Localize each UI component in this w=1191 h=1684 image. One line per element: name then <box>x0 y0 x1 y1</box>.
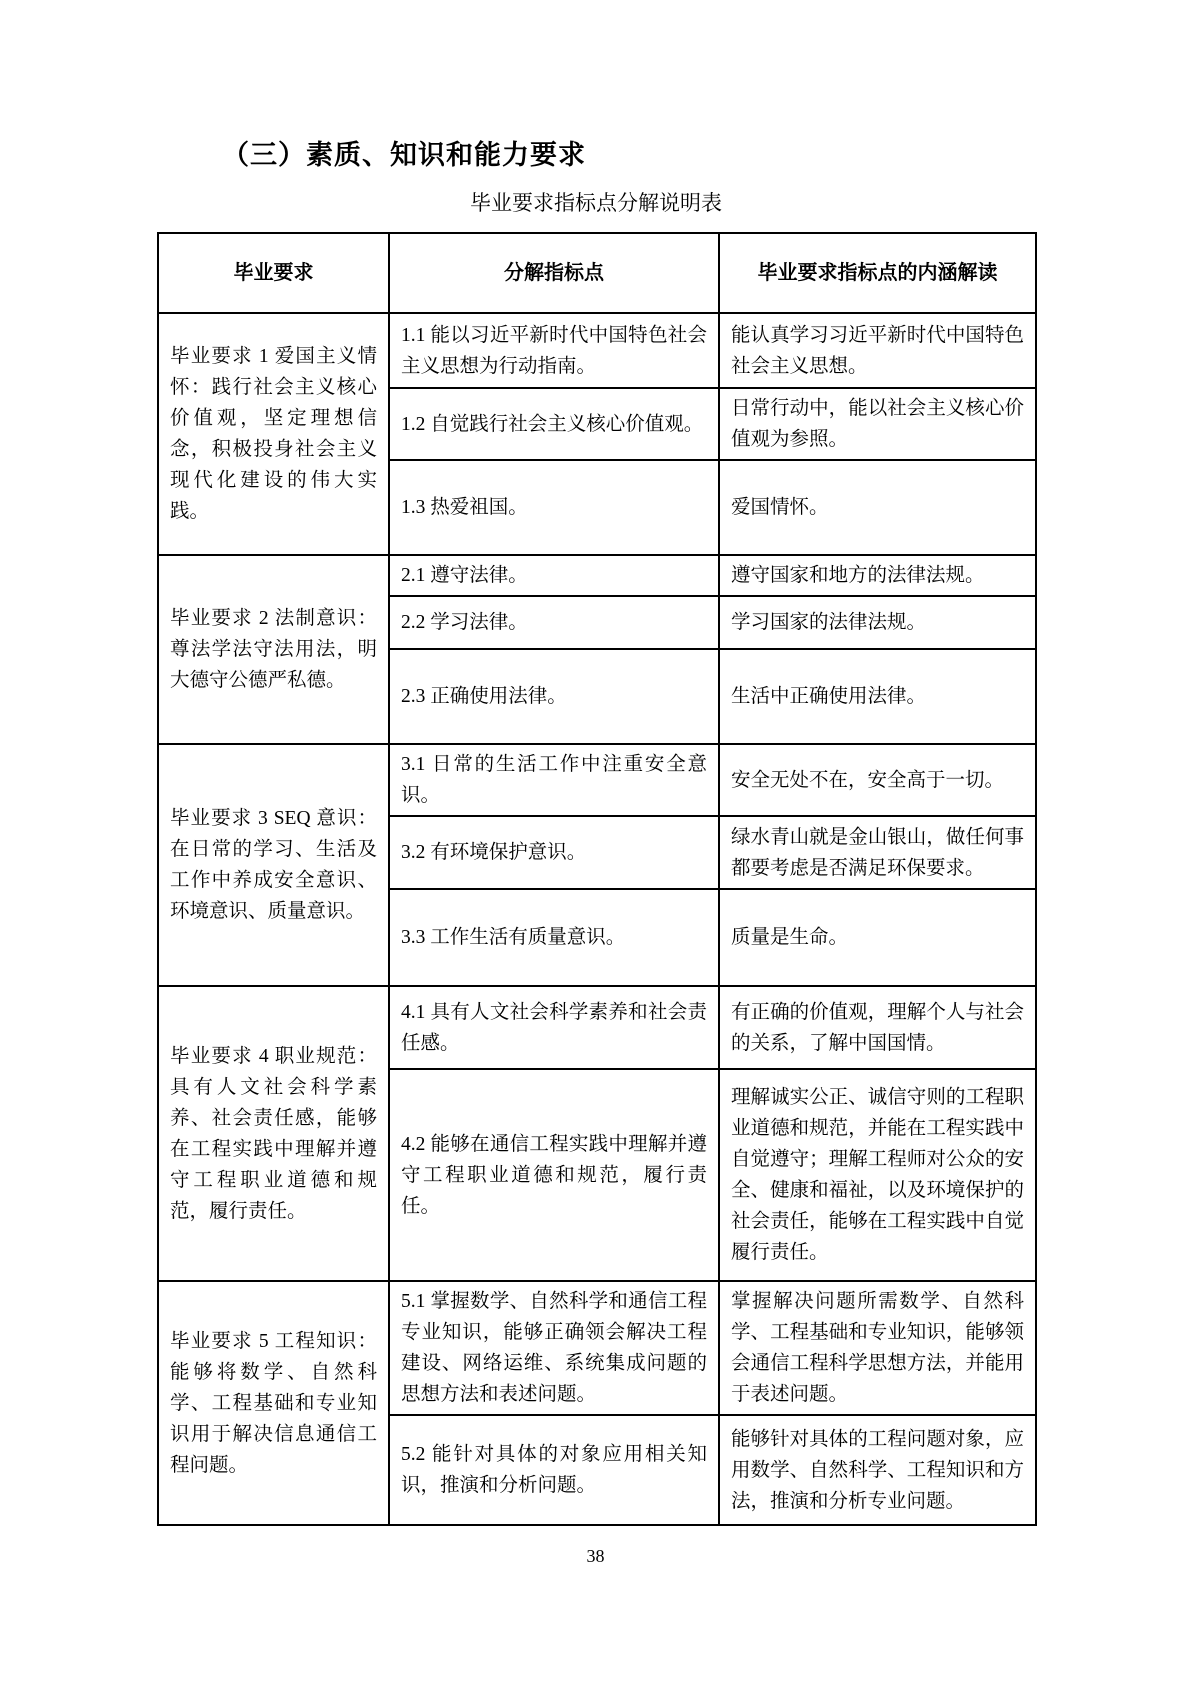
interpretation-cell: 日常行动中，能以社会主义核心价值观为参照。 <box>719 388 1036 460</box>
indicator-cell: 3.1 日常的生活工作中注重安全意识。 <box>389 744 719 816</box>
interpretation-cell: 爱国情怀。 <box>719 460 1036 555</box>
indicator-cell: 2.3 正确使用法律。 <box>389 649 719 744</box>
indicator-cell: 1.3 热爱祖国。 <box>389 460 719 555</box>
table-title: 毕业要求指标点分解说明表 <box>470 191 722 215</box>
interpretation-cell: 质量是生命。 <box>719 889 1036 986</box>
requirement-cell: 毕业要求 2 法制意识：尊法学法守法用法，明大德守公德严私德。 <box>158 555 389 744</box>
indicator-cell: 5.2 能针对具体的对象应用相关知识，推演和分析问题。 <box>389 1415 719 1525</box>
interpretation-cell: 理解诚实公正、诚信守则的工程职业道德和规范，并能在工程实践中自觉遵守；理解工程师对公众的安全、健康和福祉，以及环境保护的社会责任，能够在工程实践中自觉履行责任。 <box>719 1069 1036 1281</box>
interpretation-cell: 学习国家的法律法规。 <box>719 596 1036 649</box>
requirements-table <box>157 232 1037 1526</box>
header-cell-interpretation: 毕业要求指标点的内涵解读 <box>719 233 1036 313</box>
indicator-cell: 1.1 能以习近平新时代中国特色社会主义思想为行动指南。 <box>389 313 719 388</box>
table-row <box>158 555 1036 596</box>
interpretation-cell: 生活中正确使用法律。 <box>719 649 1036 744</box>
requirement-cell: 毕业要求 5 工程知识：能够将数学、自然科学、工程基础和专业知识用于解决信息通信工程问题。 <box>158 1281 389 1525</box>
table-row <box>158 313 1036 388</box>
indicator-cell: 4.2 能够在通信工程实践中理解并遵守工程职业道德和规范，履行责任。 <box>389 1069 719 1281</box>
header-cell-requirement: 毕业要求 <box>158 233 389 313</box>
interpretation-cell: 能够针对具体的工程问题对象，应用数学、自然科学、工程知识和方法，推演和分析专业问题。 <box>719 1415 1036 1525</box>
interpretation-cell: 安全无处不在，安全高于一切。 <box>719 744 1036 816</box>
interpretation-cell: 绿水青山就是金山银山，做任何事都要考虑是否满足环保要求。 <box>719 816 1036 889</box>
table-row <box>158 986 1036 1069</box>
interpretation-cell: 能认真学习习近平新时代中国特色社会主义思想。 <box>719 313 1036 388</box>
indicator-cell: 1.2 自觉践行社会主义核心价值观。 <box>389 388 719 460</box>
requirement-cell: 毕业要求 3 SEQ 意识：在日常的学习、生活及工作中养成安全意识、环境意识、质量意识。 <box>158 744 389 986</box>
interpretation-cell: 遵守国家和地方的法律法规。 <box>719 555 1036 596</box>
table-header-row <box>158 233 1036 313</box>
indicator-cell: 2.2 学习法律。 <box>389 596 719 649</box>
indicator-cell: 3.3 工作生活有质量意识。 <box>389 889 719 986</box>
table-row <box>158 744 1036 816</box>
table-row <box>158 1281 1036 1415</box>
interpretation-cell: 掌握解决问题所需数学、自然科学、工程基础和专业知识，能够领会通信工程科学思想方法，并能用于表述问题。 <box>719 1281 1036 1415</box>
indicator-cell: 3.2 有环境保护意识。 <box>389 816 719 889</box>
requirement-cell: 毕业要求 4 职业规范：具有人文社会科学素养、社会责任感，能够在工程实践中理解并遵守工程职业道德和规范，履行责任。 <box>158 986 389 1281</box>
indicator-cell: 2.1 遵守法律。 <box>389 555 719 596</box>
interpretation-cell: 有正确的价值观，理解个人与社会的关系，了解中国国情。 <box>719 986 1036 1069</box>
page-number: 38 <box>586 1546 605 1566</box>
indicator-cell: 5.1 掌握数学、自然科学和通信工程专业知识，能够正确领会解决工程建设、网络运维、系统集成问题的思想方法和表述问题。 <box>389 1281 719 1415</box>
indicator-cell: 4.1 具有人文社会科学素养和社会责任感。 <box>389 986 719 1069</box>
requirement-cell: 毕业要求 1 爱国主义情怀：践行社会主义核心价值观，坚定理想信念，积极投身社会主义现代化建设的伟大实践。 <box>158 313 389 555</box>
section-title: （三）素质、知识和能力要求 <box>222 140 586 170</box>
header-cell-indicator: 分解指标点 <box>389 233 719 313</box>
